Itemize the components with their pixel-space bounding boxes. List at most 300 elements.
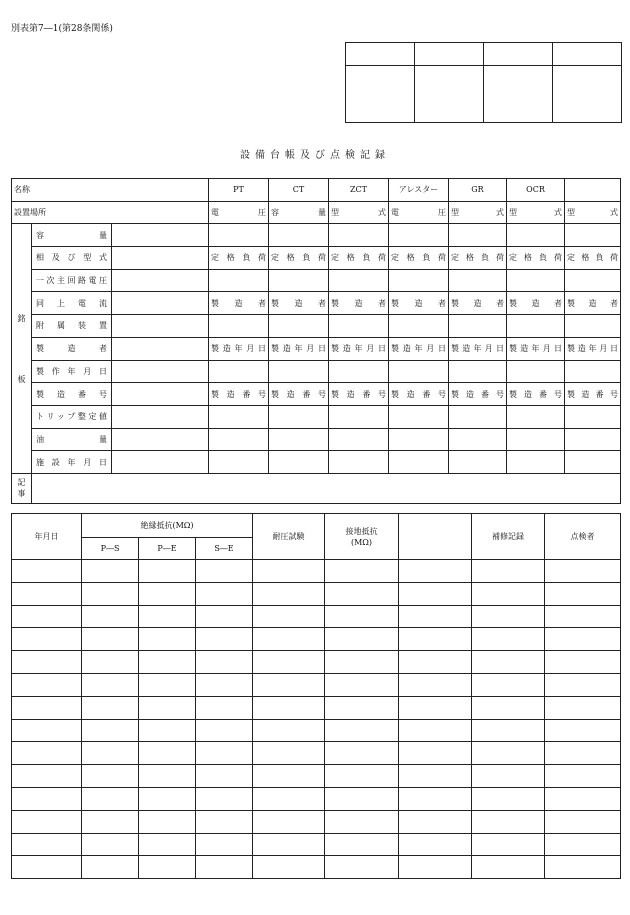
equipment-column-header xyxy=(565,179,621,202)
log-cell[interactable] xyxy=(139,582,196,605)
log-cell[interactable] xyxy=(253,719,325,742)
log-cell[interactable] xyxy=(139,673,196,696)
log-cell[interactable] xyxy=(12,651,82,674)
equipment-cell[interactable] xyxy=(209,360,269,383)
spacer xyxy=(14,324,29,374)
log-cell[interactable] xyxy=(82,810,139,833)
equipment-cell[interactable]: 定格負荷 xyxy=(565,247,621,270)
location-cell[interactable]: 型式 xyxy=(449,201,507,224)
equipment-cell[interactable] xyxy=(269,269,329,292)
log-cell[interactable] xyxy=(325,605,399,628)
log-cell[interactable] xyxy=(196,582,253,605)
log-cell[interactable] xyxy=(12,673,82,696)
log-cell[interactable] xyxy=(399,833,472,856)
log-cell[interactable] xyxy=(545,833,621,856)
equipment-cell[interactable] xyxy=(449,451,507,474)
equipment-cell[interactable] xyxy=(269,315,329,338)
nameplate-row xyxy=(12,428,621,451)
log-cell[interactable] xyxy=(399,719,472,742)
location-cell[interactable]: 型式 xyxy=(329,201,389,224)
equipment-cell[interactable] xyxy=(565,428,621,451)
equipment-cell[interactable] xyxy=(565,224,621,247)
log-cell[interactable] xyxy=(196,628,253,651)
nameplate-value-cell[interactable] xyxy=(112,247,209,270)
nameplate-value-cell[interactable] xyxy=(112,405,209,428)
log-cell[interactable] xyxy=(82,787,139,810)
log-cell[interactable] xyxy=(399,765,472,788)
log-cell[interactable] xyxy=(472,833,545,856)
log-cell[interactable] xyxy=(12,696,82,719)
log-cell[interactable] xyxy=(472,787,545,810)
name-label: 名称 xyxy=(12,179,209,202)
log-cell[interactable] xyxy=(196,765,253,788)
equipment-cell[interactable] xyxy=(449,405,507,428)
equipment-cell[interactable]: 製造者 xyxy=(209,292,269,315)
log-cell[interactable] xyxy=(82,719,139,742)
log-cell[interactable] xyxy=(545,810,621,833)
log-cell[interactable] xyxy=(139,651,196,674)
equipment-cell[interactable] xyxy=(269,451,329,474)
log-cell[interactable] xyxy=(472,765,545,788)
ground-header-unit: (MΩ) xyxy=(350,537,373,547)
nameplate-item-label: 一次主回路電圧 xyxy=(32,269,112,292)
log-cell[interactable] xyxy=(472,582,545,605)
log-row xyxy=(12,560,621,583)
stamp-cell[interactable] xyxy=(484,66,553,123)
log-cell[interactable] xyxy=(472,742,545,765)
log-cell[interactable] xyxy=(325,719,399,742)
equipment-cell[interactable]: 製造番号 xyxy=(449,383,507,406)
log-cell[interactable] xyxy=(253,651,325,674)
equipment-cell[interactable]: 製造番号 xyxy=(507,383,565,406)
nameplate-item-label: 油量 xyxy=(32,428,112,451)
equipment-cell[interactable] xyxy=(269,405,329,428)
log-cell[interactable] xyxy=(196,560,253,583)
equipment-cell[interactable] xyxy=(329,451,389,474)
nameplate-item-label: 施設年月日 xyxy=(32,451,112,474)
log-cell[interactable] xyxy=(12,582,82,605)
equipment-cell[interactable]: 製造年月日 xyxy=(329,337,389,360)
log-row xyxy=(12,673,621,696)
log-cell[interactable] xyxy=(139,696,196,719)
nameplate-item-label: 相及び型式 xyxy=(32,247,112,270)
equipment-cell[interactable] xyxy=(209,428,269,451)
equipment-cell[interactable] xyxy=(507,428,565,451)
log-cell[interactable] xyxy=(472,605,545,628)
nameplate-item-label: 製造番号 xyxy=(32,383,112,406)
log-cell[interactable] xyxy=(12,742,82,765)
log-cell[interactable] xyxy=(12,765,82,788)
log-cell[interactable] xyxy=(253,810,325,833)
equipment-cell[interactable] xyxy=(449,269,507,292)
log-row xyxy=(12,765,621,788)
equipment-cell[interactable] xyxy=(389,269,449,292)
equipment-column-header: アレスター xyxy=(389,179,449,202)
stamp-cell[interactable] xyxy=(346,66,415,123)
nameplate-item-label: トリップ整定値 xyxy=(32,405,112,428)
equipment-cell[interactable] xyxy=(329,315,389,338)
log-cell[interactable] xyxy=(545,582,621,605)
nameplate-item-label: 製作年月日 xyxy=(32,360,112,383)
equipment-cell[interactable] xyxy=(209,451,269,474)
nameplate-value-cell[interactable] xyxy=(112,451,209,474)
nameplate-row xyxy=(12,315,621,338)
log-row xyxy=(12,856,621,879)
log-cell[interactable] xyxy=(472,856,545,879)
log-cell[interactable] xyxy=(139,787,196,810)
log-cell[interactable] xyxy=(545,560,621,583)
equipment-cell[interactable] xyxy=(449,224,507,247)
equipment-cell[interactable] xyxy=(389,224,449,247)
nameplate-value-cell[interactable] xyxy=(112,315,209,338)
location-row xyxy=(12,201,621,224)
log-cell[interactable] xyxy=(253,673,325,696)
log-cell[interactable] xyxy=(196,833,253,856)
nameplate-value-cell[interactable] xyxy=(112,269,209,292)
log-row xyxy=(12,742,621,765)
equipment-cell[interactable] xyxy=(565,451,621,474)
log-cell[interactable] xyxy=(545,651,621,674)
remarks-char: 記 xyxy=(17,478,26,488)
equipment-column-header: OCR xyxy=(507,179,565,202)
equipment-cell[interactable] xyxy=(329,360,389,383)
nameplate-side-char: 銘 xyxy=(17,313,26,323)
form-reference: 別表第7―1(第28条関係) xyxy=(11,24,113,34)
equipment-cell[interactable]: 製造者 xyxy=(449,292,507,315)
log-cell[interactable] xyxy=(82,696,139,719)
log-row xyxy=(12,582,621,605)
equipment-cell[interactable] xyxy=(269,360,329,383)
log-cell[interactable] xyxy=(545,719,621,742)
equipment-cell[interactable] xyxy=(389,451,449,474)
ground-header xyxy=(325,514,399,560)
log-cell[interactable] xyxy=(82,651,139,674)
log-cell[interactable] xyxy=(325,651,399,674)
location-cell[interactable]: 電圧 xyxy=(389,201,449,224)
equipment-cell[interactable] xyxy=(389,428,449,451)
log-cell[interactable] xyxy=(139,719,196,742)
log-cell[interactable] xyxy=(545,696,621,719)
log-cell[interactable] xyxy=(253,787,325,810)
equipment-cell[interactable] xyxy=(209,269,269,292)
log-row xyxy=(12,605,621,628)
equipment-cell[interactable]: 製造者 xyxy=(389,292,449,315)
log-cell[interactable] xyxy=(253,742,325,765)
remarks-field[interactable] xyxy=(32,473,621,503)
log-row xyxy=(12,719,621,742)
nameplate-item-label: 附属装置 xyxy=(32,315,112,338)
nameplate-value-cell[interactable] xyxy=(112,428,209,451)
equipment-cell[interactable]: 製造年月日 xyxy=(269,337,329,360)
equipment-cell[interactable]: 定格負荷 xyxy=(209,247,269,270)
log-cell[interactable] xyxy=(545,765,621,788)
equipment-cell[interactable] xyxy=(389,405,449,428)
nameplate-row xyxy=(12,269,621,292)
equipment-column-header: PT xyxy=(209,179,269,202)
log-cell[interactable] xyxy=(196,605,253,628)
log-cell[interactable] xyxy=(472,651,545,674)
log-cell[interactable] xyxy=(545,787,621,810)
log-row xyxy=(12,810,621,833)
equipment-cell[interactable]: 製造者 xyxy=(565,292,621,315)
log-cell[interactable] xyxy=(472,560,545,583)
log-cell[interactable] xyxy=(472,673,545,696)
log-cell[interactable] xyxy=(545,605,621,628)
approval-stamp-box xyxy=(345,42,622,123)
log-cell[interactable] xyxy=(196,696,253,719)
location-cell[interactable]: 型式 xyxy=(507,201,565,224)
stamp-cell[interactable] xyxy=(415,43,484,66)
log-cell[interactable] xyxy=(399,560,472,583)
log-cell[interactable] xyxy=(139,560,196,583)
log-cell[interactable] xyxy=(82,765,139,788)
ground-header-label: 接地抵抗 xyxy=(345,526,378,536)
equipment-cell[interactable] xyxy=(209,405,269,428)
nameplate-value-cell[interactable] xyxy=(112,337,209,360)
stamp-cell[interactable] xyxy=(415,66,484,123)
date-header: 年月日 xyxy=(12,514,82,560)
log-cell[interactable] xyxy=(139,628,196,651)
log-cell[interactable] xyxy=(399,651,472,674)
equipment-cell[interactable]: 製造年月日 xyxy=(565,337,621,360)
stamp-cell[interactable] xyxy=(484,43,553,66)
log-cell[interactable] xyxy=(253,582,325,605)
log-cell[interactable] xyxy=(253,696,325,719)
log-cell[interactable] xyxy=(82,560,139,583)
log-cell[interactable] xyxy=(472,628,545,651)
log-cell[interactable] xyxy=(139,765,196,788)
log-row xyxy=(12,628,621,651)
equipment-cell[interactable] xyxy=(329,428,389,451)
nameplate-side-label xyxy=(12,224,32,474)
nameplate-row xyxy=(12,247,621,270)
inspector-header: 点検者 xyxy=(545,514,621,560)
pe-header: P―E xyxy=(139,538,196,560)
nameplate-value-cell[interactable] xyxy=(112,360,209,383)
log-cell[interactable] xyxy=(325,810,399,833)
nameplate-row xyxy=(12,451,621,474)
equipment-cell[interactable]: 製造年月日 xyxy=(449,337,507,360)
withstand-header: 耐圧試験 xyxy=(253,514,325,560)
log-cell[interactable] xyxy=(325,765,399,788)
log-cell[interactable] xyxy=(12,628,82,651)
equipment-cell[interactable]: 製造者 xyxy=(329,292,389,315)
nameplate-row xyxy=(12,337,621,360)
log-cell[interactable] xyxy=(196,651,253,674)
log-cell[interactable] xyxy=(253,628,325,651)
remarks-row xyxy=(12,473,621,503)
equipment-cell[interactable]: 定格負荷 xyxy=(269,247,329,270)
log-cell[interactable] xyxy=(196,810,253,833)
equipment-cell[interactable]: 製造番号 xyxy=(209,383,269,406)
location-cell[interactable]: 電圧 xyxy=(209,201,269,224)
equipment-cell[interactable] xyxy=(507,224,565,247)
location-label: 設置場所 xyxy=(12,201,209,224)
log-cell[interactable] xyxy=(196,742,253,765)
log-cell[interactable] xyxy=(399,856,472,879)
equipment-cell[interactable]: 定格負荷 xyxy=(449,247,507,270)
nameplate-row xyxy=(12,292,621,315)
log-cell[interactable] xyxy=(399,696,472,719)
nameplate-value-cell[interactable] xyxy=(112,224,209,247)
log-cell[interactable] xyxy=(82,628,139,651)
log-cell[interactable] xyxy=(12,810,82,833)
blank-header xyxy=(399,514,472,560)
log-cell[interactable] xyxy=(12,560,82,583)
nameplate-value-cell[interactable] xyxy=(112,292,209,315)
log-cell[interactable] xyxy=(325,856,399,879)
equipment-cell[interactable]: 製造者 xyxy=(269,292,329,315)
equipment-cell[interactable] xyxy=(209,224,269,247)
log-cell[interactable] xyxy=(82,673,139,696)
log-cell[interactable] xyxy=(139,810,196,833)
log-cell[interactable] xyxy=(139,605,196,628)
log-cell[interactable] xyxy=(196,787,253,810)
equipment-cell[interactable] xyxy=(565,269,621,292)
log-cell[interactable] xyxy=(82,833,139,856)
log-cell[interactable] xyxy=(196,856,253,879)
se-header: S―E xyxy=(196,538,253,560)
log-cell[interactable] xyxy=(472,696,545,719)
equipment-cell[interactable] xyxy=(329,269,389,292)
equipment-cell[interactable]: 製造番号 xyxy=(389,383,449,406)
equipment-cell[interactable] xyxy=(269,428,329,451)
equipment-cell[interactable]: 定格負荷 xyxy=(389,247,449,270)
log-cell[interactable] xyxy=(399,605,472,628)
equipment-cell[interactable] xyxy=(329,405,389,428)
equipment-cell[interactable] xyxy=(449,428,507,451)
nameplate-row xyxy=(12,405,621,428)
equipment-cell[interactable]: 製造年月日 xyxy=(507,337,565,360)
log-cell[interactable] xyxy=(399,787,472,810)
log-cell[interactable] xyxy=(545,673,621,696)
nameplate-item-label: 製造者 xyxy=(32,337,112,360)
log-cell[interactable] xyxy=(12,833,82,856)
log-cell[interactable] xyxy=(139,856,196,879)
nameplate-row xyxy=(12,224,621,247)
inspection-log-table xyxy=(11,513,621,879)
remarks-char: 事 xyxy=(17,489,26,499)
header-row xyxy=(12,179,621,202)
equipment-cell[interactable]: 製造番号 xyxy=(329,383,389,406)
equipment-cell[interactable] xyxy=(329,224,389,247)
equipment-cell[interactable] xyxy=(449,315,507,338)
log-cell[interactable] xyxy=(196,673,253,696)
stamp-cell[interactable] xyxy=(553,43,622,66)
log-cell[interactable] xyxy=(545,742,621,765)
log-cell[interactable] xyxy=(12,856,82,879)
nameplate-row xyxy=(12,383,621,406)
repair-header: 補修記録 xyxy=(472,514,545,560)
log-cell[interactable] xyxy=(82,582,139,605)
ps-header: P―S xyxy=(82,538,139,560)
log-cell[interactable] xyxy=(82,605,139,628)
log-row xyxy=(12,787,621,810)
stamp-cell[interactable] xyxy=(346,43,415,66)
log-cell[interactable] xyxy=(325,833,399,856)
equipment-cell[interactable]: 定格負荷 xyxy=(507,247,565,270)
log-cell[interactable] xyxy=(325,787,399,810)
equipment-register-table xyxy=(11,178,621,504)
log-cell[interactable] xyxy=(12,787,82,810)
log-row xyxy=(12,651,621,674)
log-cell[interactable] xyxy=(82,742,139,765)
equipment-cell[interactable] xyxy=(565,315,621,338)
nameplate-value-cell[interactable] xyxy=(112,383,209,406)
equipment-cell[interactable] xyxy=(389,360,449,383)
equipment-cell[interactable]: 製造年月日 xyxy=(389,337,449,360)
log-cell[interactable] xyxy=(253,765,325,788)
log-cell[interactable] xyxy=(253,833,325,856)
equipment-cell[interactable] xyxy=(565,360,621,383)
equipment-cell[interactable]: 製造番号 xyxy=(565,383,621,406)
insulation-header: 絶縁抵抗(MΩ) xyxy=(82,514,253,538)
log-cell[interactable] xyxy=(472,719,545,742)
log-cell[interactable] xyxy=(253,560,325,583)
location-cell[interactable]: 容量 xyxy=(269,201,329,224)
log-cell[interactable] xyxy=(399,582,472,605)
log-cell[interactable] xyxy=(12,719,82,742)
nameplate-row xyxy=(12,360,621,383)
equipment-cell[interactable] xyxy=(507,315,565,338)
equipment-cell[interactable] xyxy=(389,315,449,338)
equipment-cell[interactable]: 製造番号 xyxy=(269,383,329,406)
log-cell[interactable] xyxy=(82,856,139,879)
log-cell[interactable] xyxy=(139,833,196,856)
log-cell[interactable] xyxy=(196,719,253,742)
equipment-cell[interactable]: 製造者 xyxy=(507,292,565,315)
equipment-cell[interactable]: 製造年月日 xyxy=(209,337,269,360)
log-cell[interactable] xyxy=(545,856,621,879)
equipment-cell[interactable] xyxy=(507,451,565,474)
equipment-column-header: GR xyxy=(449,179,507,202)
equipment-column-header: ZCT xyxy=(329,179,389,202)
location-cell[interactable]: 型式 xyxy=(565,201,621,224)
log-header-row xyxy=(12,514,621,538)
log-cell[interactable] xyxy=(253,605,325,628)
equipment-cell[interactable]: 定格負荷 xyxy=(329,247,389,270)
log-cell[interactable] xyxy=(325,628,399,651)
log-cell[interactable] xyxy=(399,810,472,833)
equipment-cell[interactable] xyxy=(269,224,329,247)
equipment-cell[interactable] xyxy=(209,315,269,338)
log-row xyxy=(12,696,621,719)
log-cell[interactable] xyxy=(325,696,399,719)
log-cell[interactable] xyxy=(399,628,472,651)
log-cell[interactable] xyxy=(253,856,325,879)
log-cell[interactable] xyxy=(545,628,621,651)
equipment-cell[interactable] xyxy=(565,405,621,428)
log-cell[interactable] xyxy=(12,605,82,628)
log-cell[interactable] xyxy=(325,742,399,765)
equipment-cell[interactable] xyxy=(507,405,565,428)
log-cell[interactable] xyxy=(139,742,196,765)
equipment-cell[interactable] xyxy=(507,360,565,383)
log-cell[interactable] xyxy=(325,582,399,605)
log-cell[interactable] xyxy=(472,810,545,833)
log-cell[interactable] xyxy=(325,560,399,583)
equipment-cell[interactable] xyxy=(507,269,565,292)
equipment-column-header: CT xyxy=(269,179,329,202)
log-row xyxy=(12,833,621,856)
log-cell[interactable] xyxy=(399,673,472,696)
nameplate-side-char: 板 xyxy=(17,374,26,384)
nameplate-item-label: 同上電流 xyxy=(32,292,112,315)
log-cell[interactable] xyxy=(325,673,399,696)
stamp-cell[interactable] xyxy=(553,66,622,123)
log-cell[interactable] xyxy=(399,742,472,765)
equipment-cell[interactable] xyxy=(449,360,507,383)
